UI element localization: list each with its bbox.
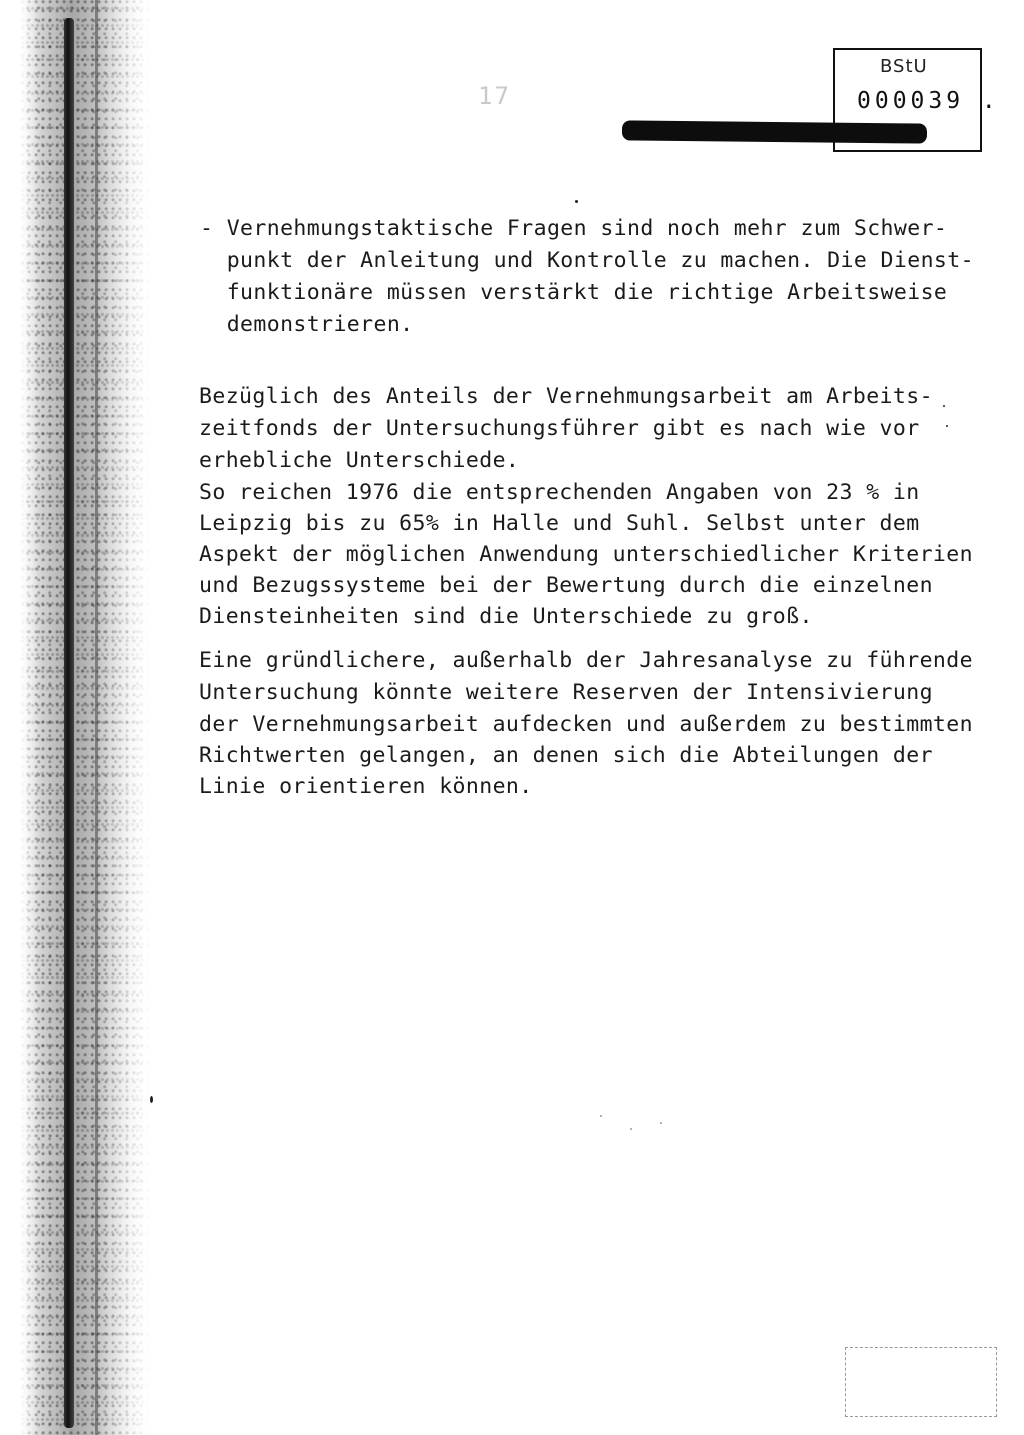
scan-speck xyxy=(946,425,948,427)
page-number: 17 xyxy=(478,82,511,110)
text-line: So reichen 1976 die entsprechenden Angaben von 23 % in xyxy=(199,480,920,505)
text-line: Richtwerten gelangen, an denen sich die Abteilungen der xyxy=(199,743,933,768)
text-line: Diensteinheiten sind die Unterschiede zu groß. xyxy=(199,604,813,629)
archive-stamp-org: BStU xyxy=(880,56,928,77)
scan-speck xyxy=(630,1128,632,1130)
redaction-bar xyxy=(622,120,927,143)
text-line: zeitfonds der Untersuchungsführer gibt es nach wie vor xyxy=(199,416,920,441)
scan-speck xyxy=(150,1096,153,1103)
text-line: Untersuchung könnte weitere Reserven der Intensivierung xyxy=(199,680,933,705)
binding-edge-line-secondary xyxy=(95,0,98,1435)
text-line: punkt der Anleitung und Kontrolle zu machen. Die Dienst- xyxy=(200,248,974,273)
binding-edge-shadow xyxy=(20,0,150,1435)
text-line: und Bezugssysteme bei der Bewertung durch die einzelnen xyxy=(199,573,933,598)
scan-speck xyxy=(660,1122,662,1124)
binding-edge-line xyxy=(64,18,74,1428)
text-line: der Vernehmungsarbeit aufdecken und außerdem zu bestimmten xyxy=(199,712,973,737)
text-line: Linie orientieren können. xyxy=(199,774,533,799)
text-line: funktionäre müssen verstärkt die richtige Arbeitsweise xyxy=(200,280,948,305)
scan-speck xyxy=(600,1115,602,1117)
text-line: Aspekt der möglichen Anwendung unterschiedlicher Kriterien xyxy=(199,542,973,567)
text-line: erhebliche Unterschiede. xyxy=(199,448,520,473)
archive-stamp-number: 000039 . xyxy=(857,88,1000,114)
scan-speck xyxy=(575,200,578,203)
text-line: - Vernehmungstaktische Fragen sind noch mehr zum Schwer- xyxy=(200,216,948,241)
text-line: demonstrieren. xyxy=(200,312,414,337)
text-line: Leipzig bis zu 65% in Halle und Suhl. Selbst unter dem xyxy=(199,511,920,536)
text-line: Bezüglich des Anteils der Vernehmungsarbeit am Arbeits- xyxy=(199,384,933,409)
text-line: Eine gründlichere, außerhalb der Jahresanalyse zu führende xyxy=(199,648,973,673)
faint-archive-mark xyxy=(845,1347,997,1417)
scan-speck xyxy=(943,405,945,407)
